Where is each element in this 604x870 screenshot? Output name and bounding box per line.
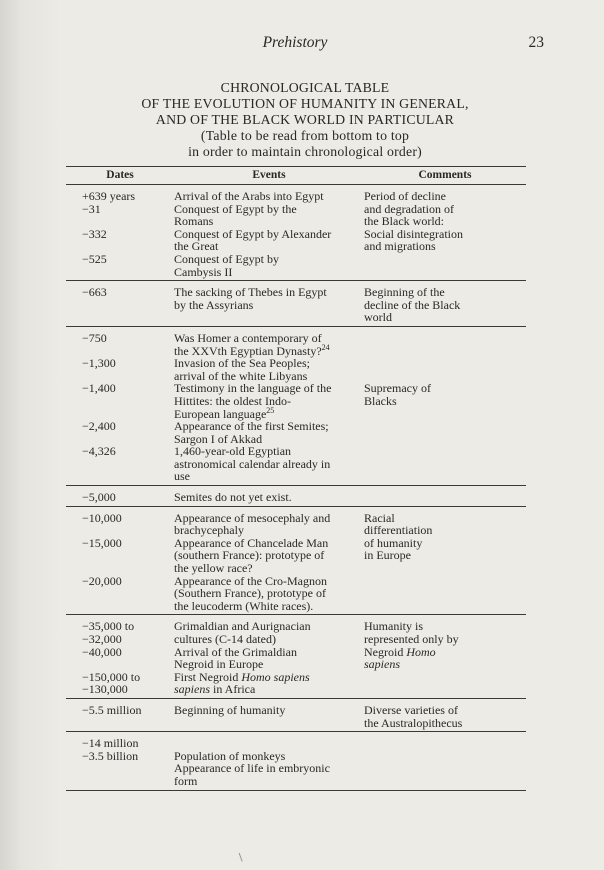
event-line: the yellow race? [174, 561, 253, 576]
comment-line: world [364, 310, 392, 325]
event-line: Conquest of Egypt by [174, 251, 279, 266]
comment-line: the Black world: [364, 214, 444, 229]
scan-artifact [239, 851, 247, 861]
footnote-ref: 25 [266, 405, 275, 415]
date: −663 [82, 285, 107, 300]
date: −150,000 to [82, 669, 141, 684]
header-events: Events [252, 169, 286, 182]
dates-cell [66, 190, 174, 278]
table-title [70, 80, 540, 160]
title-line: in order to maintain chronological order) [188, 144, 422, 159]
dates-cell [66, 704, 174, 729]
date: −15,000 [82, 535, 122, 550]
dates-cell [66, 737, 174, 787]
comment-line: Blacks [364, 393, 397, 408]
comment-line: Racial [364, 510, 395, 525]
running-head [0, 34, 604, 54]
table-row [66, 615, 526, 699]
event-line [174, 683, 364, 696]
event-line: cultures (C-14 dated) [174, 632, 276, 646]
comment-line: decline of the Black [364, 297, 461, 312]
events-cell [174, 737, 364, 787]
comments-cell [364, 286, 526, 324]
dates-cell [66, 332, 174, 483]
footnote-ref: 24 [321, 342, 330, 352]
date: −332 [82, 226, 107, 241]
date: −31 [82, 201, 101, 216]
table-row [66, 507, 526, 616]
comments-cell [364, 704, 526, 729]
comments-cell [364, 190, 526, 278]
event-line: Invasion of the Sea Peoples; [174, 356, 310, 371]
events-cell [174, 332, 364, 483]
date: −525 [82, 251, 107, 266]
chronological-table [66, 166, 526, 791]
event-italic: sapiens [174, 682, 210, 697]
event-line: (Southern France), prototype of [174, 586, 326, 601]
events-cell [174, 512, 364, 613]
event-line: (southern France): prototype of [174, 548, 325, 563]
comment-line: and migrations [364, 239, 436, 254]
date: −4,326 [82, 444, 116, 459]
comment-line: in Europe [364, 548, 411, 563]
event-line: Conquest of Egypt by the [174, 201, 297, 216]
date: −32,000 [82, 632, 122, 646]
header-comments: Comments [418, 169, 472, 182]
event-text: the XXVth Egyptian Dynasty? [174, 343, 322, 358]
event-line: Testimony in the language of the [174, 381, 332, 396]
event-line: the Great [174, 239, 219, 254]
event-line: Arrival of the Arabs into Egypt [174, 189, 324, 203]
dates-cell [66, 620, 174, 696]
event-line: form [174, 773, 198, 788]
events-cell [174, 491, 364, 504]
comments-cell [364, 737, 526, 787]
event-line: arrival of the white Libyans [174, 368, 308, 383]
date: −5.5 million [82, 702, 142, 717]
comment-line: Period of decline [364, 189, 446, 203]
running-title: Prehistory [262, 34, 328, 51]
event-line: Was Homer a contemporary of [174, 330, 322, 345]
date: −130,000 [82, 682, 128, 697]
date: −5,000 [82, 490, 116, 505]
header-dates: Dates [106, 169, 134, 182]
event-line: Appearance of mesocephaly and [174, 510, 331, 525]
event-text: European language [174, 406, 267, 421]
event-line: Negroid in Europe [174, 657, 264, 672]
date: −10,000 [82, 510, 122, 525]
event-line: Appearance of life in embryonic [174, 761, 330, 776]
event-line: Conquest of Egypt by Alexander [174, 226, 332, 241]
event-line: Appearance of the Cro-Magnon [174, 573, 327, 588]
event-line: Grimaldian and Aurignacian [174, 619, 311, 634]
dates-cell [66, 491, 174, 504]
event-italic: Homo sapiens [241, 669, 310, 684]
event-line: Beginning of humanity [174, 702, 286, 717]
events-cell [174, 620, 364, 696]
title-line: (Table to be read from bottom to top [200, 128, 410, 143]
comment-line: Social disintegration [364, 226, 463, 241]
table-header [66, 166, 526, 185]
events-cell [174, 286, 364, 324]
events-cell [174, 190, 364, 278]
date: −3.5 billion [82, 748, 139, 763]
event-line: Sargon I of Akkad [174, 431, 263, 446]
comment-line: of humanity [364, 535, 423, 550]
table-row [66, 281, 526, 327]
comment-line: Supremacy of [364, 381, 431, 396]
dates-cell [66, 286, 174, 324]
comment-line: the Australopithecus [364, 715, 463, 730]
event-line: by the Assyrians [174, 297, 254, 312]
comment-line: and degradation of [364, 201, 454, 216]
comment-line: Diverse varieties of [364, 702, 458, 717]
date: −1,300 [82, 356, 116, 371]
date: −750 [82, 330, 107, 345]
date: −20,000 [82, 573, 122, 588]
event-line: astronomical calendar already in [174, 456, 331, 471]
comments-cell [364, 491, 526, 504]
table-row [66, 732, 526, 790]
comment-italic: Homo [406, 644, 436, 659]
event-text: in Africa [213, 682, 256, 697]
event-line: Romans [174, 214, 214, 229]
comment-line: sapiens [364, 657, 400, 672]
event-line: brachycephaly [174, 523, 244, 538]
date: −2,400 [82, 419, 116, 434]
event-line: 1,460-year-old Egyptian [174, 444, 292, 459]
title-line: OF THE EVOLUTION OF HUMANITY IN GENERAL, [141, 96, 469, 111]
table-row [66, 699, 526, 732]
event-text: First Negroid [174, 669, 239, 684]
event-line: Appearance of Chancelade Man [174, 535, 329, 550]
event-line: Appearance of the first Semites; [174, 419, 329, 434]
event-line: Arrival of the Grimaldian [174, 644, 297, 659]
comment-line: Humanity is [364, 619, 423, 634]
table-row [66, 486, 526, 507]
comments-cell [364, 332, 526, 483]
event-line: Population of monkeys [174, 748, 286, 763]
comment-line: Beginning of the [364, 285, 445, 300]
page-number: 23 [528, 34, 544, 51]
comment-text: Negroid [364, 644, 404, 659]
comment-line: differentiation [364, 523, 433, 538]
date: +639 years [82, 189, 136, 203]
date: −40,000 [82, 644, 122, 659]
event-line: Hittites: the oldest Indo- [174, 393, 291, 408]
comments-cell [364, 620, 526, 696]
event-line: use [174, 469, 190, 484]
event-line: The sacking of Thebes in Egypt [174, 285, 327, 300]
date: −35,000 to [82, 619, 135, 634]
dates-cell [66, 512, 174, 613]
comments-cell [364, 512, 526, 613]
comment-line: represented only by [364, 632, 459, 646]
table-row [66, 327, 526, 486]
event-line: the leucoderm (White races). [174, 598, 314, 613]
event-line: Cambysis II [174, 264, 233, 279]
events-cell [174, 704, 364, 729]
title-line: CHRONOLOGICAL TABLE [220, 80, 390, 95]
date: −14 million [82, 736, 139, 751]
date: −1,400 [82, 381, 116, 396]
event-line: Semites do not yet exist. [174, 490, 292, 505]
title-line: AND OF THE BLACK WORLD IN PARTICULAR [155, 112, 455, 127]
table-row [66, 185, 526, 281]
